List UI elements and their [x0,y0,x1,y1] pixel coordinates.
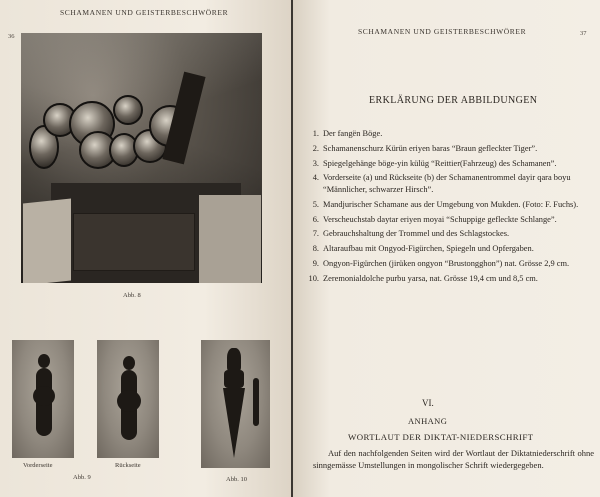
figure-8-caption: Abb. 8 [123,292,141,299]
figure-9-front-caption: Vorderseite [23,462,53,469]
list-item: 10. Zeremonialdolche purbu yarsa, nat. Grösse 19,4 cm und 8,5 cm. [308,273,538,283]
list-item: 2. Schamanenschurz Kürün eriyen baras “Braun gefleckter Tiger”. [312,143,538,153]
figure-10-caption: Abb. 10 [226,476,247,483]
figure-10-dagger-photo [201,340,270,468]
figure-9-back-caption: Rückseite [115,462,141,469]
list-item: 4. Vorderseite (a) und Rückseite (b) der Schamanentrommel dayir qara boyu “Männlicher, schwarzer Hirsch”. [312,173,571,194]
left-page-number: 36 [8,33,15,40]
section-number: VI. [422,398,434,408]
right-page-number: 37 [580,30,587,37]
figure-9-back-photo [97,340,159,458]
figure-9-caption: Abb. 9 [73,474,91,481]
figure-explanation-list [305,128,595,287]
list-item: 8. Altaraufbau mit Ongyod-Figürchen, Spiegeln und Opfergaben. [312,244,534,254]
list-item: 9. Ongyon-Figürchen (jirüken ongyon “Brustongghon”) nat. Grösse 2,9 cm. [312,258,570,268]
left-running-head: SCHAMANEN UND GEISTERBESCHWÖRER [60,8,229,17]
section-title: ANHANG [408,416,448,426]
list-item: 3. Spiegelgehänge böge-yin külüg “Reittier(Fahrzeug) des Schamanen”. [312,158,557,168]
list-item: 1. Der fangën Böge. [312,129,383,138]
list-item: 7. Gebrauchshaltung der Trommel und des Schlagstockes. [312,229,510,239]
figure-8-altar-photo [21,33,262,283]
appendix-paragraph: Auf den nachfolgenden Seiten wird der Wortlaut der Diktatniederschrift ohne sinngemässe Umstellungen in mongolischer Schrift wiedergegeben. [313,448,594,470]
section-subtitle: WORTLAUT DER DIKTAT-NIEDERSCHRIFT [348,432,534,442]
list-item: 6. Verscheuchstab daytar eriyen moyai “Schuppige gefleckte Schlange”. [312,214,557,224]
right-running-head: SCHAMANEN UND GEISTERBESCHWÖRER [358,27,527,36]
figure-9-front-photo [12,340,74,458]
explanation-heading: ERKLÄRUNG DER ABBILDUNGEN [369,95,538,106]
list-item: 5. Mandjurischer Schamane aus der Umgebung von Mukden. (Foto: F. Fuchs). [312,199,579,209]
left-page [0,0,291,497]
